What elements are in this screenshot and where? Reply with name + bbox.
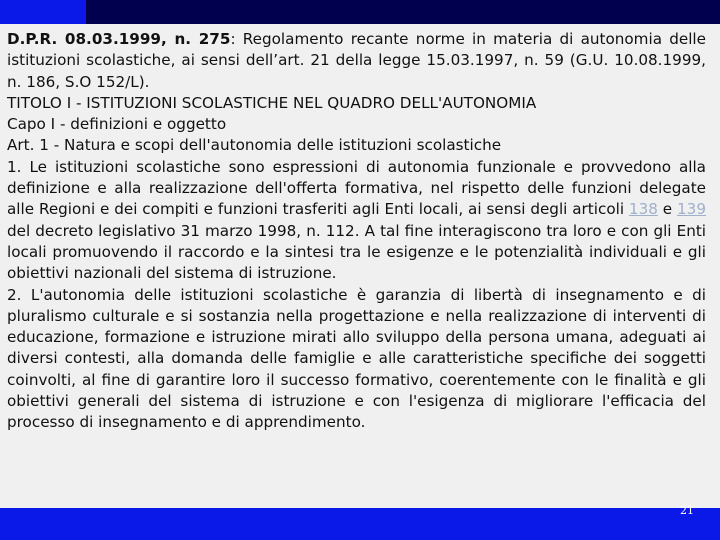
- top-accent-block: [0, 0, 86, 24]
- paragraph-1-text-c: del decreto legislativo 31 marzo 1998, n. 112. A tal fine interagiscono tra loro e con gli Enti locali promuovendo il raccordo e la sintesi tra le esigenze e le potenzialità individuali e gli obiettivi nazionali del sistema di istruzione.: [7, 221, 706, 283]
- decree-description: : Regolamento recante norme in materia di autonomia delle istituzioni scolastiche, ai sensi dell’art. 21 della legge 15.03.1997, n. 59 (G.U. 10.08.1999, n. 186, S.O 152/L).: [7, 30, 706, 91]
- slide-content: [0, 24, 720, 508]
- paragraph-1: [7, 157, 706, 285]
- bottom-bar: [0, 508, 720, 540]
- paragraph-1-text-a: 1. Le istituzioni scolastiche sono espressioni di autonomia funzionale e provvedono alla definizione e alla realizzazione dell'offerta formativa, nel rispetto delle funzioni delegate alle Regioni e dei compiti e funzioni trasferiti agli Enti locali, ai sensi degli articoli: [7, 157, 706, 219]
- paragraph-2: 2. L'autonomia delle istituzioni scolastiche è garanzia di libertà di insegnamento e di pluralismo culturale e si sostanzia nella progettazione e nella realizzazione di interventi di educazione, formazione e istruzione mirati allo sviluppo della persona umana, adeguati ai diversi contesti, alla domanda delle famiglie e alle caratteristiche specifiche dei soggetti coinvolti, al fine di garantire loro il successo formativo, coerentemente con le finalità e gli obiettivi generali del sistema di istruzione e con l'esigenza di migliorare l'efficacia del processo di insegnamento e di apprendimento.: [7, 285, 706, 432]
- paragraph-1-text-b: e: [657, 200, 677, 219]
- article-138-link[interactable]: 138: [628, 200, 658, 219]
- top-bar: [0, 0, 720, 24]
- decree-text: [7, 29, 706, 434]
- article-heading: Art. 1 - Natura e scopi dell'autonomia delle istituzioni scolastiche: [7, 136, 502, 155]
- decree-reference: D.P.R. 08.03.1999, n. 275: [7, 30, 231, 48]
- chapter-heading: Capo I - definizioni e oggetto: [7, 115, 227, 134]
- article-139-link[interactable]: 139: [677, 200, 706, 219]
- title-heading: TITOLO I - ISTITUZIONI SCOLASTICHE NEL QUADRO DELL'AUTONOMIA: [7, 93, 537, 112]
- decree-heading: [7, 29, 706, 93]
- page-number: 21: [680, 504, 694, 517]
